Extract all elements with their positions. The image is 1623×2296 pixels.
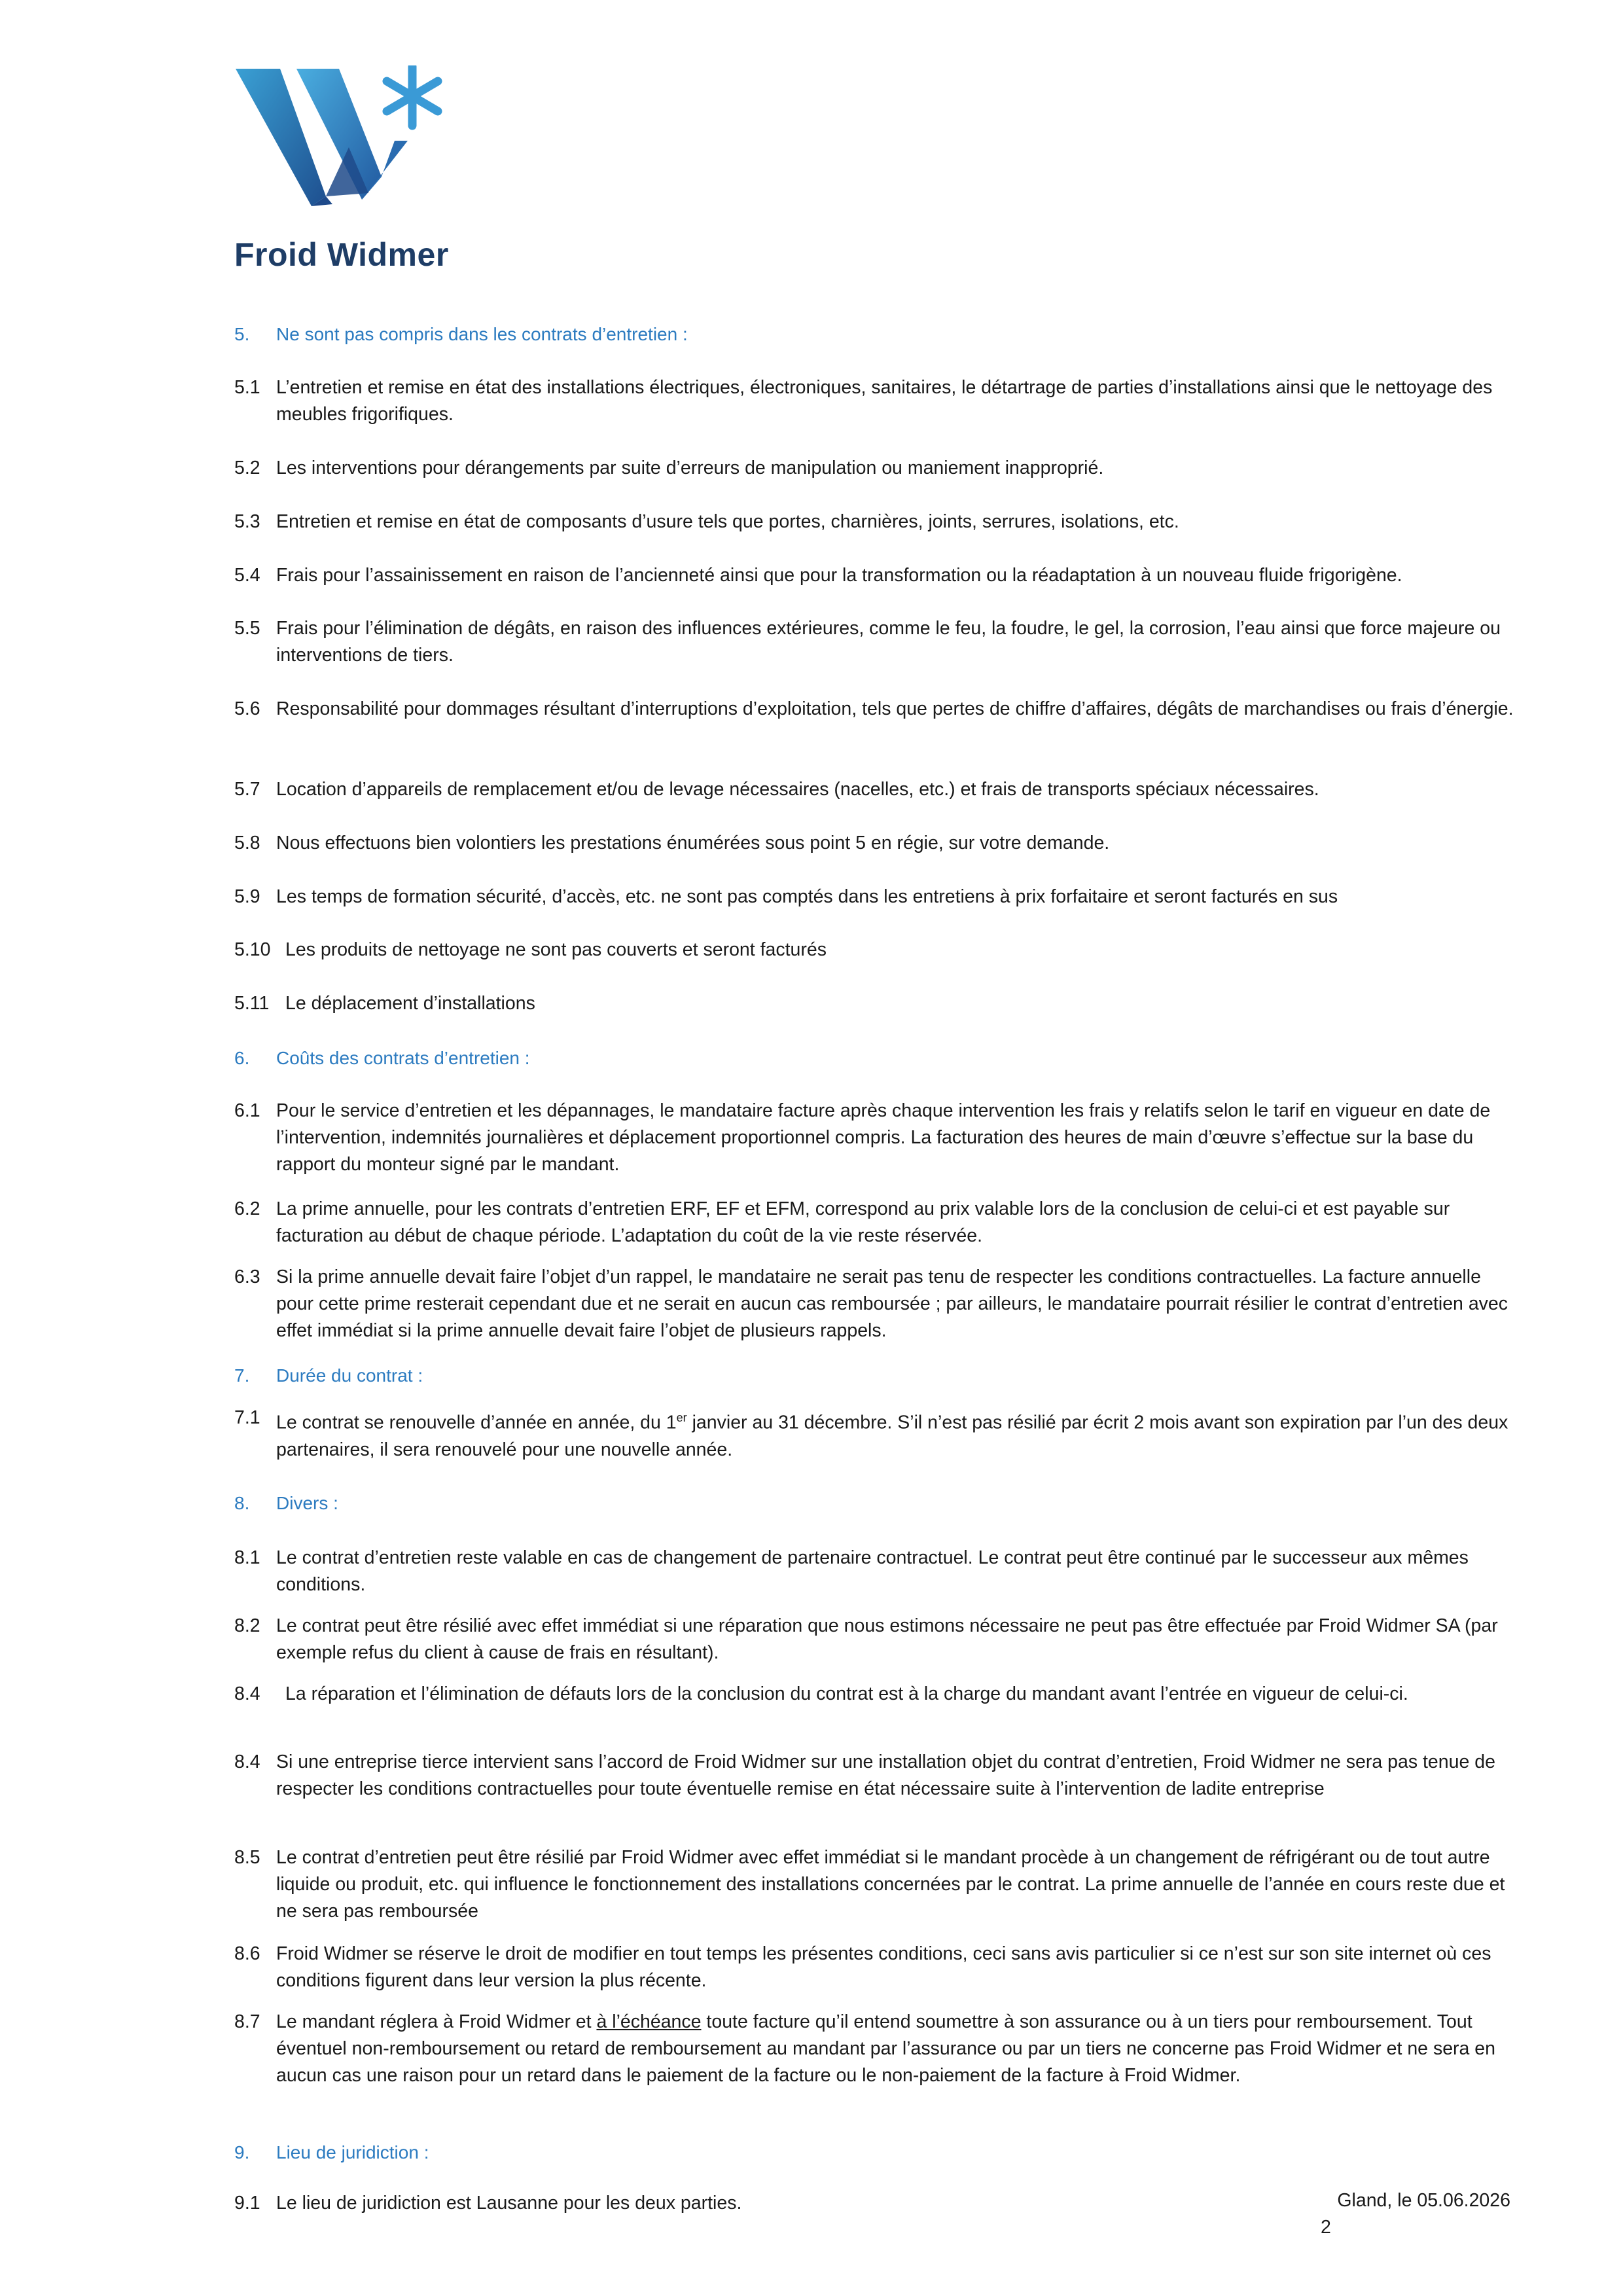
clause-5-4: 5.4 Frais pour l’assainissement en raison de l’ancienneté ainsi que pour la transformation ou la réadaptation à un nouveau fluide frigorigène. — [234, 565, 1402, 586]
clause-5-11: 5.11 Le déplacement d’installations — [234, 993, 535, 1014]
clause-5-1: 5.1 L’entretien et remise en état des installations électriques, électroniques, sanitaires, le détartrage de parties d’installations ainsi que le nettoyage des meubles frigorifiques. — [234, 377, 1493, 425]
clause-8-5: 8.5 Le contrat d’entretien peut être résilié par Froid Widmer avec effet immédiat si le mandant procède à un changement de réfrigérant ou de tout autre liquide ou produit, etc. qui influence le fonctionnement des installations concernées par le contrat. La prime annuelle de l’année en cours reste due et ne sera pas remboursée — [234, 1847, 1505, 1922]
brand-name: Froid Widmer — [234, 236, 449, 273]
w-mark-icon — [236, 69, 408, 206]
section-5-heading: 5. Ne sont pas compris dans les contrats d’entretien : — [234, 324, 688, 344]
clause-6-1: 6.1 Pour le service d’entretien et les dépannages, le mandataire facture après chaque intervention les frais y relatifs selon le tarif en vigueur en date de l’intervention, indemnités journalières et déplacement proportionnel compris. La facturation des heures de main d’œuvre s’effectue sur la base du rapport du monteur signé par le mandant. — [234, 1100, 1491, 1175]
clause-9-1: 9.1 Le lieu de juridiction est Lausanne pour les deux parties. — [234, 2193, 742, 2214]
clause-5-2: 5.2 Les interventions pour dérangements par suite d’erreurs de manipulation ou maniement inapproprié. — [234, 457, 1104, 478]
clause-6-3: 6.3 Si la prime annuelle devait faire l’objet d’un rappel, le mandataire ne serait pas tenu de respecter les conditions contractuelles. La facture annuelle pour cette prime resterait cependant due et ne serait en aucun cas remboursée ; par ailleurs, le mandataire pourrait résilier le contrat d’entretien avec effet immédiat si la prime annuelle devait faire l’objet de plusieurs rappels. — [234, 1266, 1508, 1341]
section-6-heading: 6. Coûts des contrats d’entretien : — [234, 1048, 530, 1068]
place-and-date: Gland, le 05.06.2026 — [1337, 2190, 1510, 2211]
underlined-due-date: à l’échéance — [596, 2011, 702, 2032]
clause-5-9: 5.9 Les temps de formation sécurité, d’accès, etc. ne sont pas comptés dans les entretiens à prix forfaitaire et seront facturés en sus — [234, 886, 1338, 907]
clause-5-6: 5.6 Responsabilité pour dommages résultant d’interruptions d’exploitation, tels que pertes de chiffre d’affaires, dégâts de marchandises ou frais d’énergie. — [234, 698, 1514, 719]
section-7-heading: 7. Durée du contrat : — [234, 1365, 423, 1386]
clause-8-6: 8.6 Froid Widmer se réserve le droit de modifier en tout temps les présentes conditions, ceci sans avis particulier si ce n’est sur son site internet où ces conditions figurent dans leur version la plus récente. — [234, 1943, 1491, 1991]
section-8-heading: 8. Divers : — [234, 1493, 338, 1513]
section-9-heading: 9. Lieu de juridiction : — [234, 2142, 429, 2162]
clause-5-8: 5.8 Nous effectuons bien volontiers les prestations énumérées sous point 5 en régie, sur votre demande. — [234, 833, 1110, 853]
snowflake-icon — [387, 67, 438, 126]
clause-7-1: 7.1 Le contrat se renouvelle d’année en année, du 1er janvier au 31 décembre. S’il n’est pas résilié par écrit 2 mois avant son expiration par l’un des deux partenaires, il sera renouvelé pour une nouvelle année. — [234, 1407, 1508, 1460]
clause-5-3: 5.3 Entretien et remise en état de composants d’usure tels que portes, charnières, joints, serrures, isolations, etc. — [234, 511, 1179, 532]
clause-5-5: 5.5 Frais pour l’élimination de dégâts, en raison des influences extérieures, comme le feu, la foudre, le gel, la corrosion, l’eau ainsi que force majeure ou interventions de tiers. — [234, 618, 1501, 666]
clause-8-2: 8.2 Le contrat peut être résilié avec effet immédiat si une réparation que nous estimons nécessaire ne peut pas être effectuée par Froid Widmer SA (par exemple refus du client à cause de frais en résultant). — [234, 1615, 1498, 1663]
clause-6-2: 6.2 La prime annuelle, pour les contrats d’entretien ERF, EF et EFM, correspond au prix valable lors de la conclusion de celui-ci et est payable sur facturation au début de chaque période. L’adaptation du coût de la vie reste réservée. — [234, 1198, 1450, 1246]
page-number: 2 — [1321, 2217, 1331, 2238]
clause-8-1: 8.1 Le contrat d’entretien reste valable en cas de changement de partenaire contractuel. Le contrat peut être continué par le successeur aux mêmes conditions. — [234, 1547, 1469, 1595]
clause-8-4: 8.4 Si une entreprise tierce intervient sans l’accord de Froid Widmer sur une installation objet du contrat d’entretien, Froid Widmer ne sera pas tenue de respecter les conditions contractuelles pour toute éventuelle remise en état nécessaire suite à l’intervention de ladite entreprise — [234, 1751, 1495, 1799]
clause-8-3: 8.4 La réparation et l’élimination de défauts lors de la conclusion du contrat est à la charge du mandant avant l’entrée en vigueur de celui-ci. — [234, 1683, 1408, 1704]
clause-8-7: 8.7 Le mandant réglera à Froid Widmer et à l’échéance toute facture qu’il entend soumettre à son assurance ou à un tiers pour remboursement. Tout éventuel non-remboursement ou retard de remboursement au mandant par l’assurance ou par un tiers ne concerne pas Froid Widmer et ne sera en aucun cas une raison pour un retard dans le paiement de la facture ou le non-paiement de la facture à Froid Widmer. — [234, 2011, 1496, 2086]
clause-5-10: 5.10 Les produits de nettoyage ne sont pas couverts et seront facturés — [234, 939, 827, 960]
clause-5-7: 5.7 Location d’appareils de remplacement et/ou de levage nécessaires (nacelles, etc.) et frais de transports spéciaux nécessaires. — [234, 779, 1319, 800]
